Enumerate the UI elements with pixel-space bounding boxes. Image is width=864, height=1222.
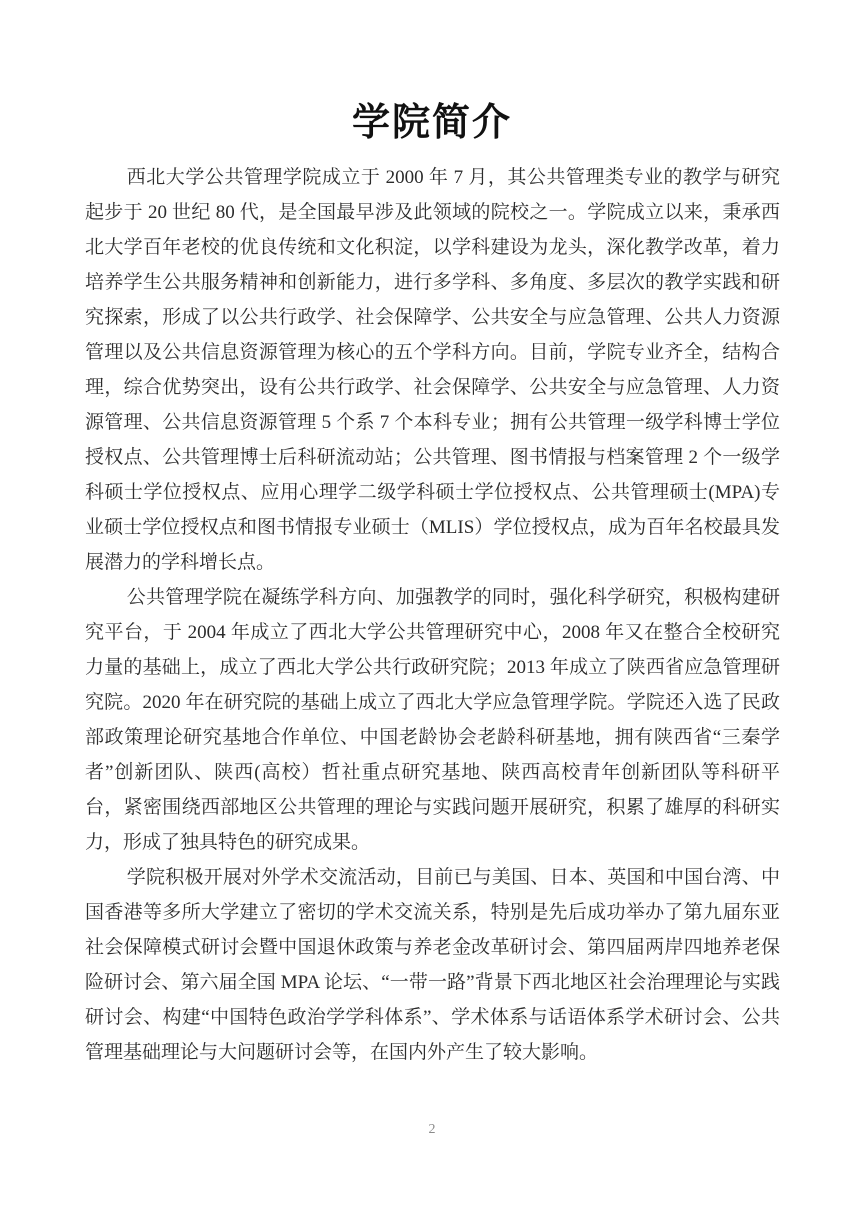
document-body <box>85 160 780 1070</box>
paragraph: 西北大学公共管理学院成立于 2000 年 7 月，其公共管理类专业的教学与研究起步于 20 世纪 80 代，是全国最早涉及此领域的院校之一。学院成立以来，秉承西北大学百年老校的优良传统和文化积淀，以学科建设为龙头，深化教学改革，着力培养学生公共服务精神和创新能力，进行多学科、多角度、多层次的教学实践和研究探索，形成了以公共行政学、社会保障学、公共安全与应急管理、公共人力资源管理以及公共信息资源管理为核心的五个学科方向。目前，学院专业齐全，结构合理，综合优势突出，设有公共行政学、社会保障学、公共安全与应急管理、人力资源管理、公共信息资源管理 5 个系 7 个本科专业；拥有公共管理一级学科博士学位授权点、公共管理博士后科研流动站；公共管理、图书情报与档案管理 2 个一级学科硕士学位授权点、应用心理学二级学科硕士学位授权点、公共管理硕士(MPA)专业硕士学位授权点和图书情报专业硕士（MLIS）学位授权点，成为百年名校最具发展潜力的学科增长点。 <box>85 167 780 573</box>
page-title: 学院简介 <box>351 102 512 144</box>
page-number: 2 <box>428 1122 436 1137</box>
paragraph: 学院积极开展对外学术交流活动，目前已与美国、日本、英国和中国台湾、中国香港等多所大学建立了密切的学术交流关系，特别是先后成功举办了第九届东亚社会保障模式研讨会暨中国退休政策与养老金改革研讨会、第四届两岸四地养老保险研讨会、第六届全国 MPA 论坛、“一带一路”背景下西北地区社会治理理论与实践研讨会、构建“中国特色政治学学科体系”、学术体系与话语体系学术研讨会、公共管理基础理论与大问题研讨会等，在国内外产生了较大影响。 <box>85 867 780 1063</box>
paragraph: 公共管理学院在凝练学科方向、加强教学的同时，强化科学研究，积极构建研究平台，于 2004 年成立了西北大学公共管理研究中心，2008 年又在整合全校研究力量的基础上，成立了西北大学公共行政研究院；2013 年成立了陕西省应急管理研究院。2020 年在研究院的基础上成立了西北大学应急管理学院。学院还入选了民政部政策理论研究基地合作单位、中国老龄协会老龄科研基地，拥有陕西省“三秦学者”创新团队、陕西(高校）哲社重点研究基地、陕西高校青年创新团队等科研平台，紧密围绕西部地区公共管理的理论与实践问题开展研究，积累了雄厚的科研实力，形成了独具特色的研究成果。 <box>85 587 780 853</box>
